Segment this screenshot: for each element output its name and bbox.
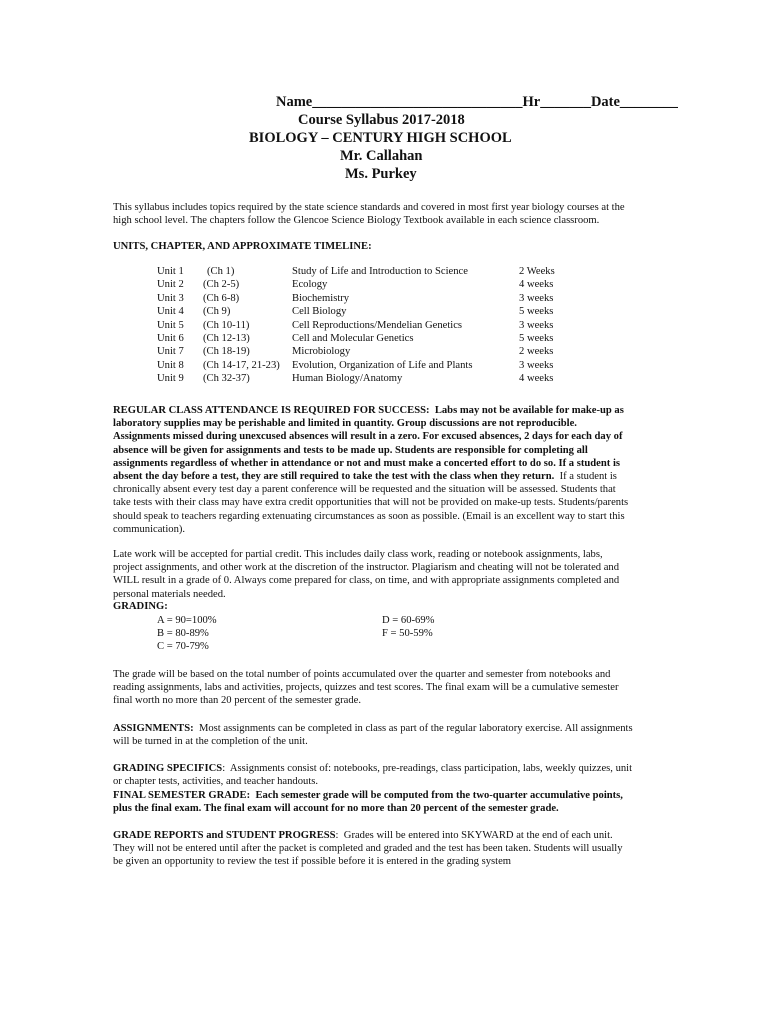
grade-f: F = 50-59% xyxy=(382,628,433,639)
course-title: Course Syllabus 2017-2018 xyxy=(298,112,465,128)
unit-topic: Cell and Molecular Genetics xyxy=(292,333,414,344)
unit-row xyxy=(0,293,768,306)
unit-number: Unit 3 xyxy=(157,292,184,304)
unit-number: Unit 2 xyxy=(157,279,184,291)
unit-timeline: 4 weeks xyxy=(519,279,554,291)
unit-topic: Microbiology xyxy=(292,346,351,358)
final-semester-text: Each semester grade will be computed from the two-quarter accumulative points, plus the final exam. The final exam will account for no more than 20 percent of the semester grade. xyxy=(113,790,623,815)
unit-row xyxy=(0,346,768,359)
grading-heading: GRADING: xyxy=(113,601,168,612)
unit-timeline: 3 weeks xyxy=(519,319,554,331)
unit-timeline: 2 Weeks xyxy=(519,266,555,277)
name-line: Name_____________________________Hr_______Date________ xyxy=(276,94,678,110)
unit-chapter: (Ch 18-19) xyxy=(203,346,250,358)
unit-topic: Evolution, Organization of Life and Plants xyxy=(292,359,473,371)
unit-number: Unit 8 xyxy=(157,359,184,371)
unit-number: Unit 9 xyxy=(157,373,184,385)
unit-chapter: (Ch 6-8) xyxy=(203,292,240,304)
unit-timeline: 5 weeks xyxy=(519,333,554,344)
unit-chapter: (Ch 12-13) xyxy=(203,333,250,344)
teacher-1: Mr. Callahan xyxy=(340,148,423,164)
attendance-bold-text: Labs may not be available for make-up as laboratory supplies may be perishable and limited in quantity. Group discussions are not reproducible. Assignments missed during unexcused absences will result in a zero. For excused absences, 2 days for each day of absence will be given for assignments and tests to be made up. Students are responsible for completing all assignments regardless of whether in attendance or not and must make a concerted effort to do so. If a student is absent the day before a test, they are still required to take the test with the class when they return. xyxy=(113,405,624,483)
grade-reports-text: Grades will be entered into SKYWARD at the end of each unit. They will not be entered until after the packet is completed and graded and the test has been taken. Students will usually be given an opportunity to review the test if possible before it is entered in the grading system xyxy=(113,830,623,868)
unit-row xyxy=(0,266,768,279)
unit-timeline: 3 weeks xyxy=(519,292,554,304)
unit-number: Unit 6 xyxy=(157,333,184,344)
unit-number: Unit 4 xyxy=(157,306,184,318)
final-semester-paragraph xyxy=(113,789,633,815)
teacher-2: Ms. Purkey xyxy=(345,166,417,182)
grade-reports-heading: GRADE REPORTS and STUDENT PROGRESS xyxy=(113,830,336,841)
grading-specifics-text: Assignments consist of: notebooks, pre-readings, class participation, labs, weekly quizzes, unit or chapter tests, activities, and teacher handouts. xyxy=(113,763,633,788)
grading-specifics-paragraph: GRADING SPECIFICS: Assignments consist of: notebooks, pre-readings, class participation, labs, weekly quizzes, unit or chapter tests, activities, and teacher handouts. xyxy=(113,763,633,788)
unit-number: Unit 7 xyxy=(157,346,184,358)
unit-topic: Human Biology/Anatomy xyxy=(292,373,403,385)
unit-timeline: 3 weeks xyxy=(519,359,554,371)
unit-timeline: 2 weeks xyxy=(519,346,554,358)
late-work-paragraph: Late work will be accepted for partial credit. This includes daily class work, reading or notebook assignments, labs, project assignments, and other work at the discretion of the instructor. Plagiarism and cheating will not be tolerated and WILL result in a grade of 0. Always come prepared for class, on time, and with appropriate assignments completed and personal materials needed. xyxy=(113,549,620,600)
grading-specifics-heading: GRADING SPECIFICS xyxy=(113,763,223,774)
intro-paragraph: This syllabus includes topics required by the state science standards and covered in most first year biology courses at the high school level. The chapters follow the Glencoe Science Biology Textbook available in each science classroom. xyxy=(113,202,625,227)
attendance-paragraph: REGULAR CLASS ATTENDANCE IS REQUIRED FOR SUCCESS: Labs may not be available for make-up as laboratory supplies may be perishable and limited in quantity. Group discussions are not reproducible. Assignments missed during unexcused absences will result in a zero. For excused absences, 2 days for each day of absence will be given for assignments and tests to be made up. Students are responsible for completing all assignments regardless of whether in attendance or not and must make a concerted effort to do so. If a student is absent the day before a test, they are still required to take the test with the class when they return. If a student is chronically absent every test day a parent conference will be requested and the situation will be assessed. Students that take tests with their class may have extra credit opportunities that will not be provided on make-up tests. Students/parents should speak to teachers regarding extenuating circumstances as soon as possible. (Email is an excellent way to start this communication). xyxy=(113,405,629,535)
grading-description: The grade will be based on the total number of points accumulated over the quarter and semester from notebooks and reading assignments, labs and activities, projects, quizzes and test scores. The final exam will be a cumulative semester final worth no more than 20 percent of the semester grade. xyxy=(113,669,619,707)
unit-row xyxy=(0,279,768,292)
unit-chapter: (Ch 14-17, 21-23) xyxy=(203,359,280,371)
grade-a: A = 90=100% xyxy=(157,615,217,626)
attendance-text: If a student is chronically absent every test day a parent conference will be requested and the situation will be assessed. Students that take tests with their class may have extra credit opportunities that will not be provided on make-up tests. Students/parents should speak to teachers regarding extenuating circumstances as soon as possible. (Email is an excellent way to start this communication). xyxy=(113,471,629,535)
unit-row xyxy=(0,373,768,386)
final-semester-heading: FINAL SEMESTER GRADE: xyxy=(113,790,251,801)
assignments-text: Most assignments can be completed in class as part of the regular laboratory exercise. All assignments will be turned in at the completion of the unit. xyxy=(113,723,633,748)
unit-topic: Biochemistry xyxy=(292,292,350,304)
grade-reports-paragraph: GRADE REPORTS and STUDENT PROGRESS: Grades will be entered into SKYWARD at the end of each unit. They will not be entered until after the packet is completed and graded and the test has been taken. Students will usually be given an opportunity to review the test if possible before it is entered in the grading system xyxy=(113,830,623,868)
unit-chapter: (Ch 10-11) xyxy=(203,319,250,331)
grade-b: B = 80-89% xyxy=(157,628,209,639)
attendance-heading: REGULAR CLASS ATTENDANCE IS REQUIRED FOR SUCCESS xyxy=(113,405,426,416)
unit-topic: Study of Life and Introduction to Science xyxy=(292,266,468,277)
unit-row xyxy=(0,360,768,373)
assignments-heading: ASSIGNMENTS: xyxy=(113,723,194,734)
unit-chapter: (Ch 1) xyxy=(207,266,235,277)
unit-number: Unit 5 xyxy=(157,319,184,331)
unit-row xyxy=(0,320,768,333)
unit-row xyxy=(0,333,768,346)
unit-number: Unit 1 xyxy=(157,266,184,277)
unit-chapter: (Ch 9) xyxy=(203,306,231,318)
unit-topic: Cell Reproductions/Mendelian Genetics xyxy=(292,319,463,331)
unit-timeline: 4 weeks xyxy=(519,373,554,385)
unit-chapter: (Ch 2-5) xyxy=(203,279,240,291)
school-title: BIOLOGY – CENTURY HIGH SCHOOL xyxy=(249,130,512,146)
unit-timeline: 5 weeks xyxy=(519,306,554,318)
unit-row xyxy=(0,306,768,319)
grade-d: D = 60-69% xyxy=(382,615,435,626)
grade-c: C = 70-79% xyxy=(157,641,209,652)
assignments-paragraph xyxy=(113,722,633,748)
unit-topic: Ecology xyxy=(292,279,328,291)
unit-topic: Cell Biology xyxy=(292,306,347,318)
unit-chapter: (Ch 32-37) xyxy=(203,373,250,385)
units-heading: UNITS, CHAPTER, AND APPROXIMATE TIMELINE: xyxy=(113,241,372,252)
units-table xyxy=(0,266,768,391)
